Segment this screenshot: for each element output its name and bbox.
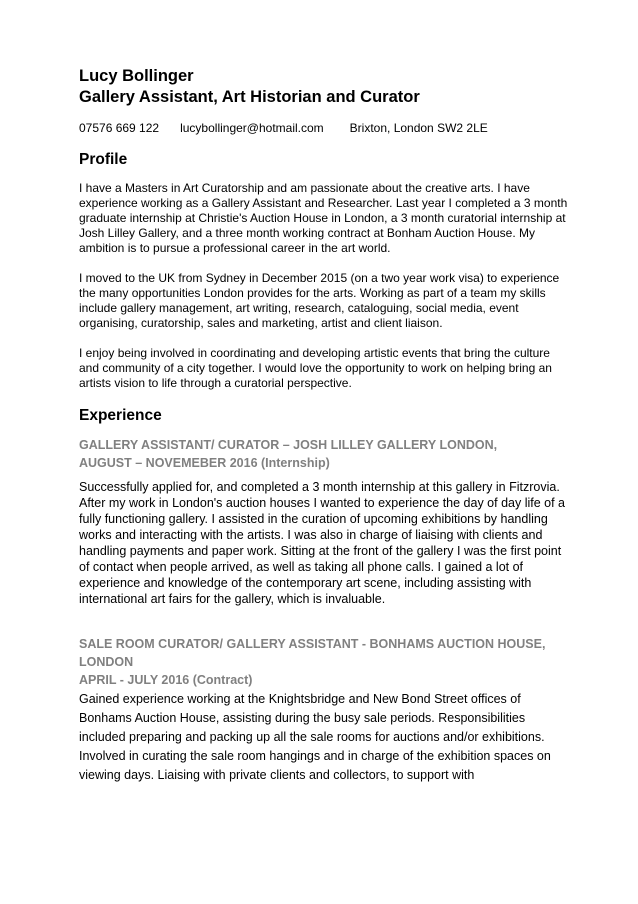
contact-line — [79, 121, 569, 135]
candidate-name: Lucy Bollinger — [79, 67, 194, 85]
profile-paragraph: I moved to the UK from Sydney in December 2015 (on a two year work visa) to experience the many opportunities London provides for the arts. Working as part of a team my skills include gallery management, art writing, research, cataloguing, social media, event organising, curatorship, sales and marketing, artist and client liaison. — [79, 271, 560, 330]
job-title: SALE ROOM CURATOR/ GALLERY ASSISTANT - BONHAMS AUCTION HOUSE, LONDON — [79, 637, 546, 669]
profile-paragraph: I enjoy being involved in coordinating and developing artistic events that bring the culture and community of a city together. I would love the opportunity to work on helping bring an artists vision to life through a curatorial perspective. — [79, 346, 552, 390]
profile-paragraph: I have a Masters in Art Curatorship and am passionate about the creative arts. I have experience working as a Gallery Assistant and Researcher. Last year I completed a 3 month graduate internship at Christie's Auction House in London, a 3 month curatorial internship at Josh Lilley Gallery, and a three month working contract at Bonham Auction House. My ambition is to pursue a professional career in the art world. — [79, 181, 568, 255]
job-entry — [79, 436, 569, 607]
job-entry — [79, 635, 569, 785]
job-description: Successfully applied for, and completed a 3 month internship at this gallery in Fitzrovia. After my work in London's auction houses I wanted to experience the day of day life of a fully functioning gallery. I assisted in the curation of upcoming exhibitions by handling works and interacting with the artists. I was also in charge of liaising with clients and handling payments and paper work. Sitting at the front of the gallery I was the first point of contact when people arrived, as well as taking all phone calls. I gained a lot of experience and knowledge of the contemporary art scene, including assisting with international art fairs for the gallery, which is invaluable. — [79, 480, 566, 606]
job-dates: APRIL - JULY 2016 (Contract) — [79, 673, 253, 687]
experience-heading: Experience — [79, 407, 162, 424]
job-dates: AUGUST – NOVEMEBER 2016 (Internship) — [79, 456, 330, 470]
job-title: GALLERY ASSISTANT/ CURATOR – JOSH LILLEY GALLERY LONDON, — [79, 438, 498, 452]
email-address: lucybollinger@hotmail.com — [180, 121, 324, 135]
job-description: Gained experience working at the Knightsbridge and New Bond Street offices of Bonhams Auction House, assisting during the busy sale periods. Responsibilities included preparing and packing up all the sale rooms for auctions and/or exhibitions. Involved in curating the sale room hangings and in charge of the exhibition spaces on viewing days. Liaising with private clients and collectors, to support with — [79, 692, 551, 782]
resume-page — [79, 66, 569, 785]
phone-number: 07576 669 122 — [79, 121, 160, 135]
location: Brixton, London SW2 2LE — [349, 121, 488, 135]
candidate-title: Gallery Assistant, Art Historian and Curator — [79, 88, 420, 106]
profile-heading: Profile — [79, 151, 128, 168]
